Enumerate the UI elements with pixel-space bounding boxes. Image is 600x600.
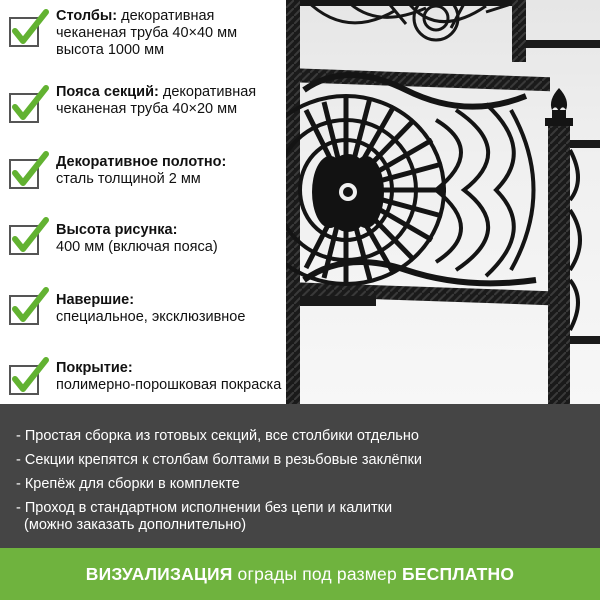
feature-title: Пояса секций: [56, 84, 159, 100]
feature-text [56, 84, 256, 118]
banner-text: ограды под размер [232, 563, 402, 584]
feature-line: чеканеная труба 40×40 мм [56, 25, 238, 41]
feature-title: Покрытие: [56, 360, 133, 376]
feature-title: Навершие: [56, 292, 135, 308]
checkmark-box-icon [6, 150, 50, 194]
checkmark-box-icon [6, 286, 50, 330]
decorative-fence-icon [286, 0, 600, 404]
feature-title: Столбы: [56, 8, 118, 24]
feature-title: Высота рисунка: [56, 222, 178, 238]
note-item: - Проход в стандартном исполнении без цепи и калитки [16, 500, 393, 516]
feature-text [56, 222, 218, 256]
feature-line: 400 мм (включая пояса) [56, 239, 218, 255]
checkmark-box-icon [6, 84, 50, 128]
assembly-notes-list [16, 428, 422, 541]
checkmark-box-icon [6, 8, 50, 52]
feature-text [56, 292, 245, 326]
checkmark-box-icon [6, 216, 50, 260]
free-visualization-banner [0, 548, 600, 600]
note-item: - Простая сборка из готовых секций, все столбики отдельно [16, 428, 419, 444]
note-item: - Крепёж для сборки в комплекте [16, 476, 240, 492]
note-item: (можно заказать дополнительно) [16, 517, 247, 533]
feature-line: декоративная [162, 84, 257, 100]
assembly-notes-band [0, 404, 600, 548]
feature-line: декоративная [121, 8, 215, 24]
feature-line: чеканеная труба 40×20 мм [56, 101, 238, 117]
banner-highlight: БЕСПЛАТНО [401, 563, 515, 584]
feature-text [56, 154, 226, 188]
feature-text [56, 8, 237, 59]
feature-line: высота 1000 мм [56, 42, 165, 58]
features-list [0, 0, 330, 404]
feature-line: сталь толщиной 2 мм [56, 171, 201, 187]
feature-text [56, 360, 281, 394]
banner-highlight: ВИЗУАЛИЗАЦИЯ [85, 563, 233, 584]
note-item: - Секции крепятся к столбам болтами в резьбовые заклёпки [16, 452, 422, 468]
feature-title: Декоративное полотно: [56, 154, 227, 170]
checkmark-box-icon [6, 356, 50, 400]
fence-image [286, 0, 600, 404]
feature-line: специальное, эксклюзивное [56, 309, 246, 325]
feature-line: полимерно-порошковая покраска [56, 377, 282, 393]
